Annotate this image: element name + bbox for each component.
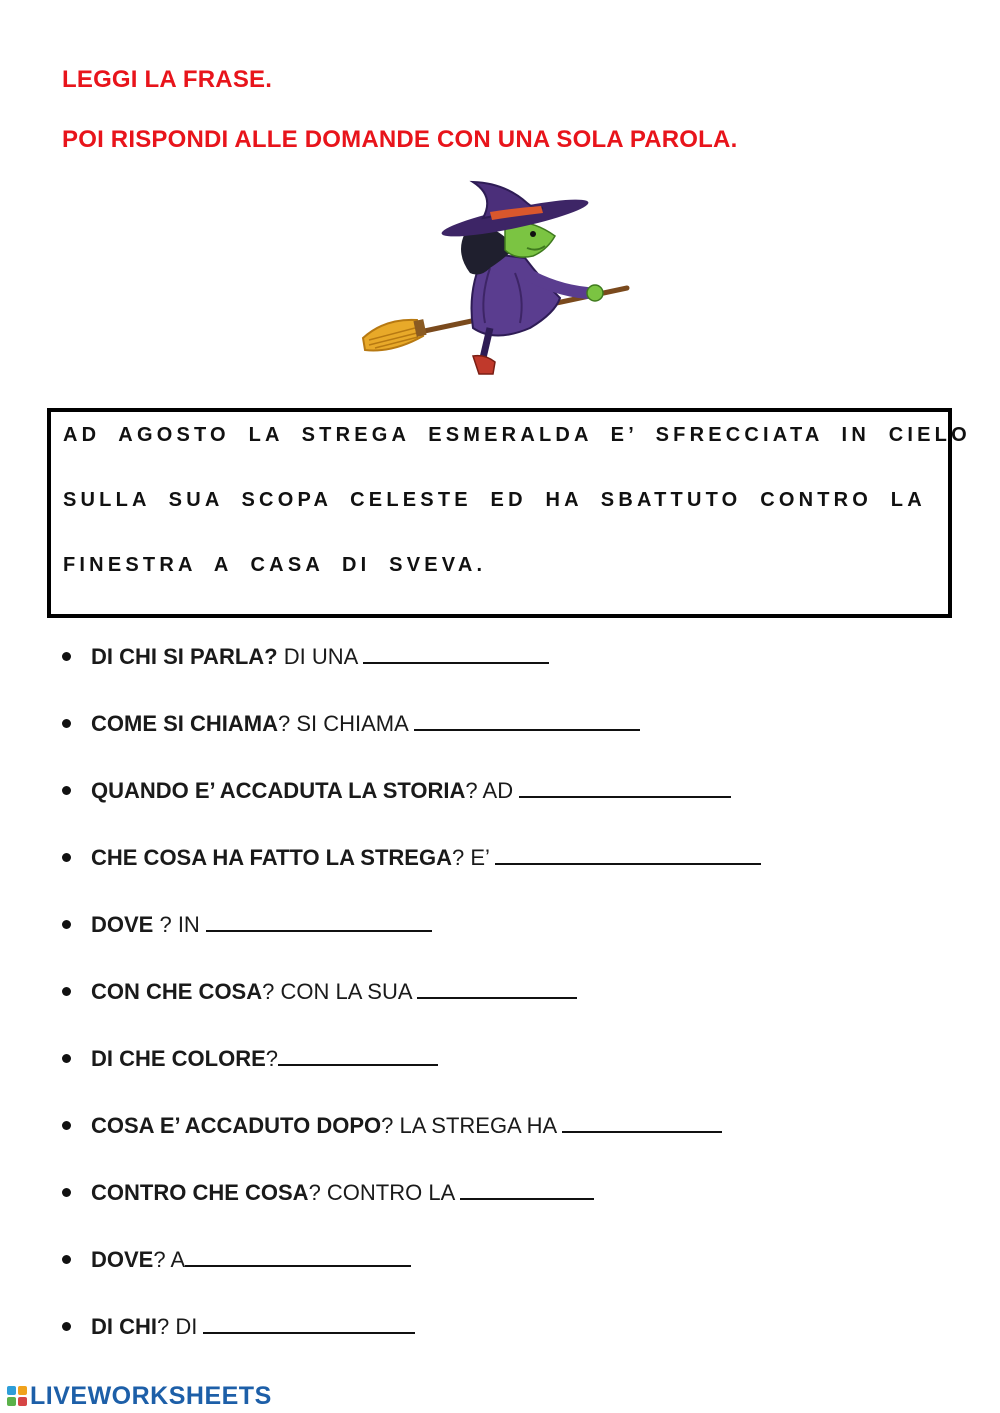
question-prompt: ? <box>265 1046 279 1071</box>
answer-blank[interactable] <box>185 1243 411 1267</box>
answer-blank[interactable] <box>206 908 432 932</box>
question-text: DI CHI <box>91 1314 157 1339</box>
bullet-icon <box>62 853 71 862</box>
instruction-answer: POI RISPONDI ALLE DOMANDE CON UNA SOLA PAROLA. <box>62 126 738 153</box>
question-text: COSA E’ ACCADUTO DOPO <box>91 1113 382 1138</box>
instruction-read: LEGGI LA FRASE. <box>62 66 273 93</box>
question-prompt: ? LA STREGA HA <box>381 1113 563 1138</box>
passage-line-3: FINESTRA A CASA DI SVEVA. <box>63 554 487 576</box>
answer-blank[interactable] <box>414 707 640 731</box>
answer-blank[interactable] <box>417 975 577 999</box>
question-text: COME SI CHIAMA <box>91 711 278 736</box>
footer-brand[interactable] <box>6 1382 272 1410</box>
list-item <box>62 774 731 804</box>
answer-blank[interactable] <box>562 1109 722 1133</box>
passage-box <box>47 408 971 618</box>
list-item <box>62 841 761 871</box>
bullet-icon <box>62 1188 71 1197</box>
question-text: DI CHI SI PARLA? <box>91 644 278 669</box>
bullet-icon <box>62 1054 71 1063</box>
question-prompt: ? AD <box>465 778 520 803</box>
answer-blank[interactable] <box>519 774 731 798</box>
answer-blank[interactable] <box>495 841 761 865</box>
list-item <box>62 1243 411 1273</box>
question-prompt: DI UNA <box>277 644 364 669</box>
list-item <box>62 1109 722 1139</box>
bullet-icon <box>62 987 71 996</box>
answer-blank[interactable] <box>203 1310 415 1334</box>
bullet-icon <box>62 920 71 929</box>
question-prompt: ? E’ <box>451 845 496 870</box>
list-item <box>62 1310 415 1340</box>
list-item <box>62 707 640 737</box>
question-text: CHE COSA HA FATTO LA STREGA <box>91 845 452 870</box>
question-prompt: ? SI CHIAMA <box>278 711 414 736</box>
bullet-icon <box>62 719 71 728</box>
question-prompt: ? A <box>153 1247 186 1272</box>
answer-blank[interactable] <box>278 1042 438 1066</box>
list-item <box>62 1176 594 1206</box>
bullet-icon <box>62 1322 71 1331</box>
question-text: DI CHE COLORE <box>91 1046 266 1071</box>
question-text: DOVE <box>91 912 154 937</box>
liveworksheets-logo-icon <box>6 1385 28 1407</box>
question-prompt: ? CONTRO LA <box>308 1180 461 1205</box>
bullet-icon <box>62 1255 71 1264</box>
list-item <box>62 975 577 1005</box>
question-prompt: ? CON LA SUA <box>262 979 418 1004</box>
passage-line-2: SULLA SUA SCOPA CELESTE ED HA SBATTUTO CONTRO LA <box>63 489 926 511</box>
question-prompt: ? IN <box>153 912 206 937</box>
bullet-icon <box>62 1121 71 1130</box>
question-text: DOVE <box>91 1247 154 1272</box>
bullet-icon <box>62 786 71 795</box>
witch-on-broom-illustration <box>355 178 635 383</box>
answer-blank[interactable] <box>460 1176 594 1200</box>
question-text: CONTRO CHE COSA <box>91 1180 309 1205</box>
list-item <box>62 908 432 938</box>
list-item <box>62 1042 438 1072</box>
passage-line-1: AD AGOSTO LA STREGA ESMERALDA E’ SFRECCIATA IN CIELO <box>63 424 971 446</box>
question-prompt: ? DI <box>157 1314 204 1339</box>
question-text: CON CHE COSA <box>91 979 263 1004</box>
list-item <box>62 640 549 670</box>
question-text: QUANDO E’ ACCADUTA LA STORIA <box>91 778 466 803</box>
answer-blank[interactable] <box>363 640 549 664</box>
bullet-icon <box>62 652 71 661</box>
brand-name: LIVEWORKSHEETS <box>30 1381 272 1410</box>
